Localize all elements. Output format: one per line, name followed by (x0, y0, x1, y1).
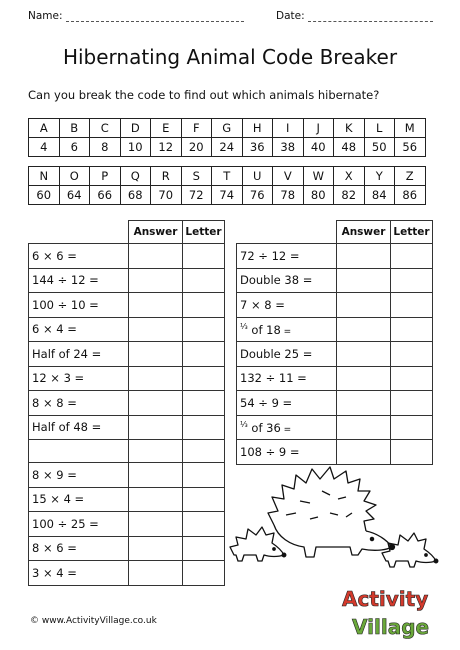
table-row (29, 293, 225, 318)
question-text: 54 ÷ 9 = (240, 395, 293, 410)
letter-cell[interactable] (183, 512, 225, 537)
letter-cell[interactable] (391, 415, 433, 440)
table-row (29, 268, 225, 293)
code-cell: 86 (395, 186, 426, 205)
answer-cell[interactable] (337, 317, 391, 342)
letter-cell[interactable] (183, 268, 225, 293)
letter-cell[interactable] (183, 244, 225, 269)
code-cell: C (90, 119, 121, 138)
table-row (29, 415, 225, 440)
activity-village-logo (340, 582, 440, 642)
question-cell: 144 ÷ 12 = (29, 268, 129, 293)
table-row (237, 391, 433, 416)
letter-cell[interactable] (183, 366, 225, 391)
letter-header: Letter (183, 221, 225, 244)
code-cell: J (303, 119, 334, 138)
answer-cell[interactable] (129, 366, 183, 391)
code-cell: 20 (181, 138, 212, 157)
table-row (237, 366, 433, 391)
question-text: 108 ÷ 9 = (240, 444, 300, 459)
code-cell: W (303, 167, 334, 186)
code-cell: 66 (90, 186, 121, 205)
letter-cell[interactable] (183, 293, 225, 318)
answer-cell[interactable] (129, 391, 183, 416)
small-hedgehog-right-icon (382, 533, 436, 567)
code-cell: 24 (212, 138, 243, 157)
table-row (237, 244, 433, 269)
table-row (29, 512, 225, 537)
code-cell: 84 (364, 186, 395, 205)
letter-cell[interactable] (183, 561, 225, 586)
question-cell: Half of 24 = (29, 342, 129, 367)
code-row-letters (29, 119, 426, 138)
right-questions-table (236, 220, 433, 465)
code-cell: S (181, 167, 212, 186)
letter-cell[interactable] (391, 366, 433, 391)
table-row (29, 391, 225, 416)
question-cell (29, 440, 129, 463)
question-cell: 100 ÷ 10 = (29, 293, 129, 318)
code-cell: X (334, 167, 365, 186)
code-cell: 82 (334, 186, 365, 205)
code-cell: K (334, 119, 365, 138)
date-field (276, 10, 433, 22)
code-cell: 56 (395, 138, 426, 157)
code-cell: 64 (59, 186, 90, 205)
fraction: ⅓ (240, 419, 248, 429)
code-cell: M (395, 119, 426, 138)
question-header (29, 221, 129, 244)
code-cell: A (29, 119, 60, 138)
answer-cell[interactable] (129, 244, 183, 269)
table-row (237, 415, 433, 440)
question-cell: 12 × 3 = (29, 366, 129, 391)
answer-cell[interactable] (129, 463, 183, 488)
answer-cell[interactable] (337, 244, 391, 269)
code-cell: 76 (242, 186, 273, 205)
question-cell (237, 415, 337, 440)
code-cell: Q (120, 167, 151, 186)
table-row (237, 293, 433, 318)
code-cell: 48 (334, 138, 365, 157)
letter-cell[interactable] (391, 317, 433, 342)
code-cell: O (59, 167, 90, 186)
letter-header: Letter (391, 221, 433, 244)
code-cell: 38 (273, 138, 304, 157)
logo-village-text: Village (352, 615, 430, 639)
code-cell: N (29, 167, 60, 186)
code-cell: 78 (273, 186, 304, 205)
left-questions-table (28, 220, 225, 586)
question-text: 7 × 8 = (240, 297, 285, 312)
name-line (66, 21, 244, 22)
code-cell: 74 (212, 186, 243, 205)
worksheet-question: Can you break the code to find out which animals hibernate? (28, 88, 380, 102)
table-row (29, 317, 225, 342)
code-row-letters (29, 167, 426, 186)
fraction: ⅓ (240, 321, 248, 331)
code-cell: G (212, 119, 243, 138)
table-row (29, 440, 225, 463)
code-cell: T (212, 167, 243, 186)
answer-cell[interactable] (129, 293, 183, 318)
answer-cell[interactable] (129, 342, 183, 367)
code-cell: P (90, 167, 121, 186)
answer-cell[interactable] (337, 293, 391, 318)
answer-cell[interactable] (337, 342, 391, 367)
question-cell: 15 × 4 = (29, 487, 129, 512)
big-hedgehog-spines-icon (268, 467, 376, 531)
big-hedgehog-face-icon (274, 525, 392, 557)
code-cell: 68 (120, 186, 151, 205)
code-cell: U (242, 167, 273, 186)
table-row (29, 561, 225, 586)
code-cell: Y (364, 167, 395, 186)
table-row (237, 317, 433, 342)
answer-cell[interactable] (337, 268, 391, 293)
answer-header: Answer (129, 221, 183, 244)
question-cell (237, 391, 337, 416)
code-cell: 6 (59, 138, 90, 157)
code-cell: B (59, 119, 90, 138)
equals-sign: = (280, 424, 292, 435)
question-text: Double 25 = (240, 346, 313, 361)
code-row-numbers (29, 138, 426, 157)
table-row (29, 244, 225, 269)
hedgehog-illustration (226, 455, 456, 575)
name-label: Name: (28, 10, 63, 22)
equals-sign: = (280, 326, 292, 337)
question-cell: Half of 48 = (29, 415, 129, 440)
question-cell (237, 268, 337, 293)
code-cell: 12 (151, 138, 182, 157)
code-row-numbers (29, 186, 426, 205)
answer-cell[interactable] (337, 415, 391, 440)
code-cell: H (242, 119, 273, 138)
code-cell: V (273, 167, 304, 186)
code-table-a-to-m (28, 118, 426, 157)
answer-cell[interactable] (337, 366, 391, 391)
logo-activity-text: Activity (342, 587, 429, 611)
code-cell: 10 (120, 138, 151, 157)
letter-cell[interactable] (183, 463, 225, 488)
letter-cell[interactable] (391, 391, 433, 416)
letter-cell[interactable] (183, 317, 225, 342)
letter-cell[interactable] (183, 487, 225, 512)
date-line (308, 21, 433, 22)
question-header (237, 221, 337, 244)
code-cell: I (273, 119, 304, 138)
table-row (29, 487, 225, 512)
question-cell: 8 × 8 = (29, 391, 129, 416)
letter-cell[interactable] (391, 293, 433, 318)
question-cell: 8 × 9 = (29, 463, 129, 488)
code-cell: 36 (242, 138, 273, 157)
worksheet-title: Hibernating Animal Code Breaker (62, 45, 398, 69)
letter-cell[interactable] (183, 536, 225, 561)
table-row (29, 342, 225, 367)
question-cell (237, 342, 337, 367)
code-cell: 40 (303, 138, 334, 157)
answer-cell[interactable] (129, 561, 183, 586)
code-cell: F (181, 119, 212, 138)
table-row (237, 268, 433, 293)
code-cell: 60 (29, 186, 60, 205)
code-cell: R (151, 167, 182, 186)
code-cell: 72 (181, 186, 212, 205)
question-cell (237, 244, 337, 269)
letter-cell[interactable] (183, 391, 225, 416)
code-cell: 8 (90, 138, 121, 157)
letter-cell[interactable] (391, 268, 433, 293)
code-cell: 4 (29, 138, 60, 157)
name-field (28, 10, 244, 22)
question-text: of 36 (251, 420, 281, 435)
question-cell: 8 × 6 = (29, 536, 129, 561)
code-cell: 80 (303, 186, 334, 205)
question-cell: 6 × 4 = (29, 317, 129, 342)
answer-cell[interactable] (337, 391, 391, 416)
date-label: Date: (276, 10, 305, 22)
answer-cell[interactable] (129, 415, 183, 440)
table-row (29, 463, 225, 488)
code-cell: 50 (364, 138, 395, 157)
question-cell (237, 293, 337, 318)
letter-cell[interactable] (391, 244, 433, 269)
question-text: Double 38 = (240, 273, 313, 288)
answer-cell[interactable] (129, 317, 183, 342)
code-cell: L (364, 119, 395, 138)
table-row (29, 536, 225, 561)
question-text: 72 ÷ 12 = (240, 248, 300, 263)
code-cell: 70 (151, 186, 182, 205)
letter-cell[interactable] (183, 342, 225, 367)
code-table-n-to-z (28, 166, 426, 205)
answer-header: Answer (337, 221, 391, 244)
footer-copyright: © www.ActivityVillage.co.uk (30, 616, 157, 626)
question-cell: 100 ÷ 25 = (29, 512, 129, 537)
question-cell: 3 × 4 = (29, 561, 129, 586)
table-row (237, 342, 433, 367)
table-row (29, 366, 225, 391)
answer-cell[interactable] (129, 487, 183, 512)
code-cell: E (151, 119, 182, 138)
code-cell: D (120, 119, 151, 138)
question-cell (237, 366, 337, 391)
small-hedgehog-left-icon (230, 527, 284, 561)
question-text: 132 ÷ 11 = (240, 371, 307, 386)
question-text: of 18 (251, 322, 281, 337)
answer-cell[interactable] (129, 512, 183, 537)
letter-cell[interactable] (183, 415, 225, 440)
answer-cell[interactable] (129, 536, 183, 561)
letter-cell[interactable] (183, 440, 225, 463)
answer-cell[interactable] (129, 268, 183, 293)
question-cell: 6 × 6 = (29, 244, 129, 269)
letter-cell[interactable] (391, 342, 433, 367)
question-cell (237, 317, 337, 342)
answer-cell[interactable] (129, 440, 183, 463)
code-cell: Z (395, 167, 426, 186)
